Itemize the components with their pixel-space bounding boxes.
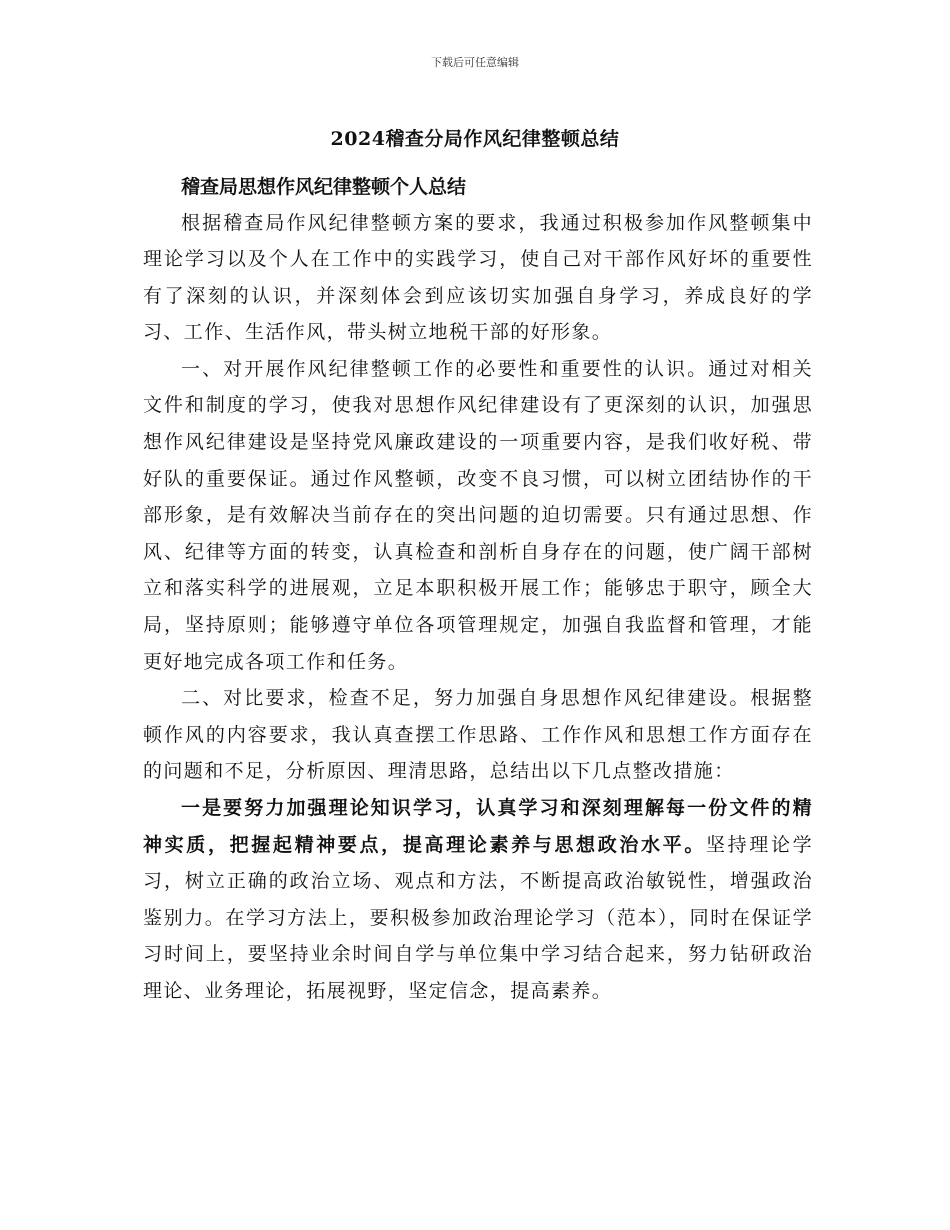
paragraph-section-two: 二、对比要求，检查不足，努力加强自身思想作风纪律建设。根据整顿作风的内容要求，我认真查摆工作思路、工作作风和思想工作方面存在的问题和不足，分析原因、理清思路，总结出以下几点整改措施： — [143, 687, 813, 783]
measure-one-heading: 一是要努力加强理论知识学习，认真学习和深刻理解每一份文件的精神实质，把握起精神要点，提高理论素养与思想政治水平。 — [143, 797, 813, 856]
paragraph-measure-one — [143, 790, 813, 1010]
document-title: 2024稽查分局作风纪律整顿总结 — [330, 128, 620, 150]
measure-one-text: 坚持理论学习，树立正确的政治立场、观点和方法，不断提高政治敏锐性，增强政治鉴别力。在学习方法上，要积极参加政治理论学习（范本），同时在保证学习时间上，要坚持业余时间自学与单位集中学习结合起来，努力钻研政治理论、业务理论，拓展视野，坚定信念，提高素养。 — [143, 833, 813, 1002]
paragraph-intro: 根据稽查局作风纪律整顿方案的要求，我通过积极参加作风整顿集中理论学习以及个人在工作中的实践学习，使自己对干部作风好坏的重要性有了深刻的认识，并深刻体会到应该切实加强自身学习，养成良好的学习、工作、生活作风，带头树立地税干部的好形象。 — [143, 211, 813, 344]
document-subtitle: 稽查局思想作风纪律整顿个人总结 — [181, 176, 467, 198]
document-body — [143, 170, 813, 1010]
paragraph-section-one: 一、对开展作风纪律整顿工作的必要性和重要性的认识。通过对相关文件和制度的学习，使我对思想作风纪律建设有了更深刻的认识，加强思想作风纪律建设是坚持党风廉政建设的一项重要内容，是我们收好税、带好队的重要保证。通过作风整顿，改变不良习惯，可以树立团结协作的干部形象，是有效解决当前存在的突出问题的迫切需要。只有通过思想、作风、纪律等方面的转变，认真检查和剖析自身存在的问题，使广阔干部树立和落实科学的进展观，立足本职积极开展工作；能够忠于职守，顾全大局，坚持原则；能够遵守单位各项管理规定，加强自我监督和管理，才能更好地完成各项工作和任务。 — [143, 357, 813, 673]
download-note: 下载后可任意编辑 — [431, 56, 519, 69]
